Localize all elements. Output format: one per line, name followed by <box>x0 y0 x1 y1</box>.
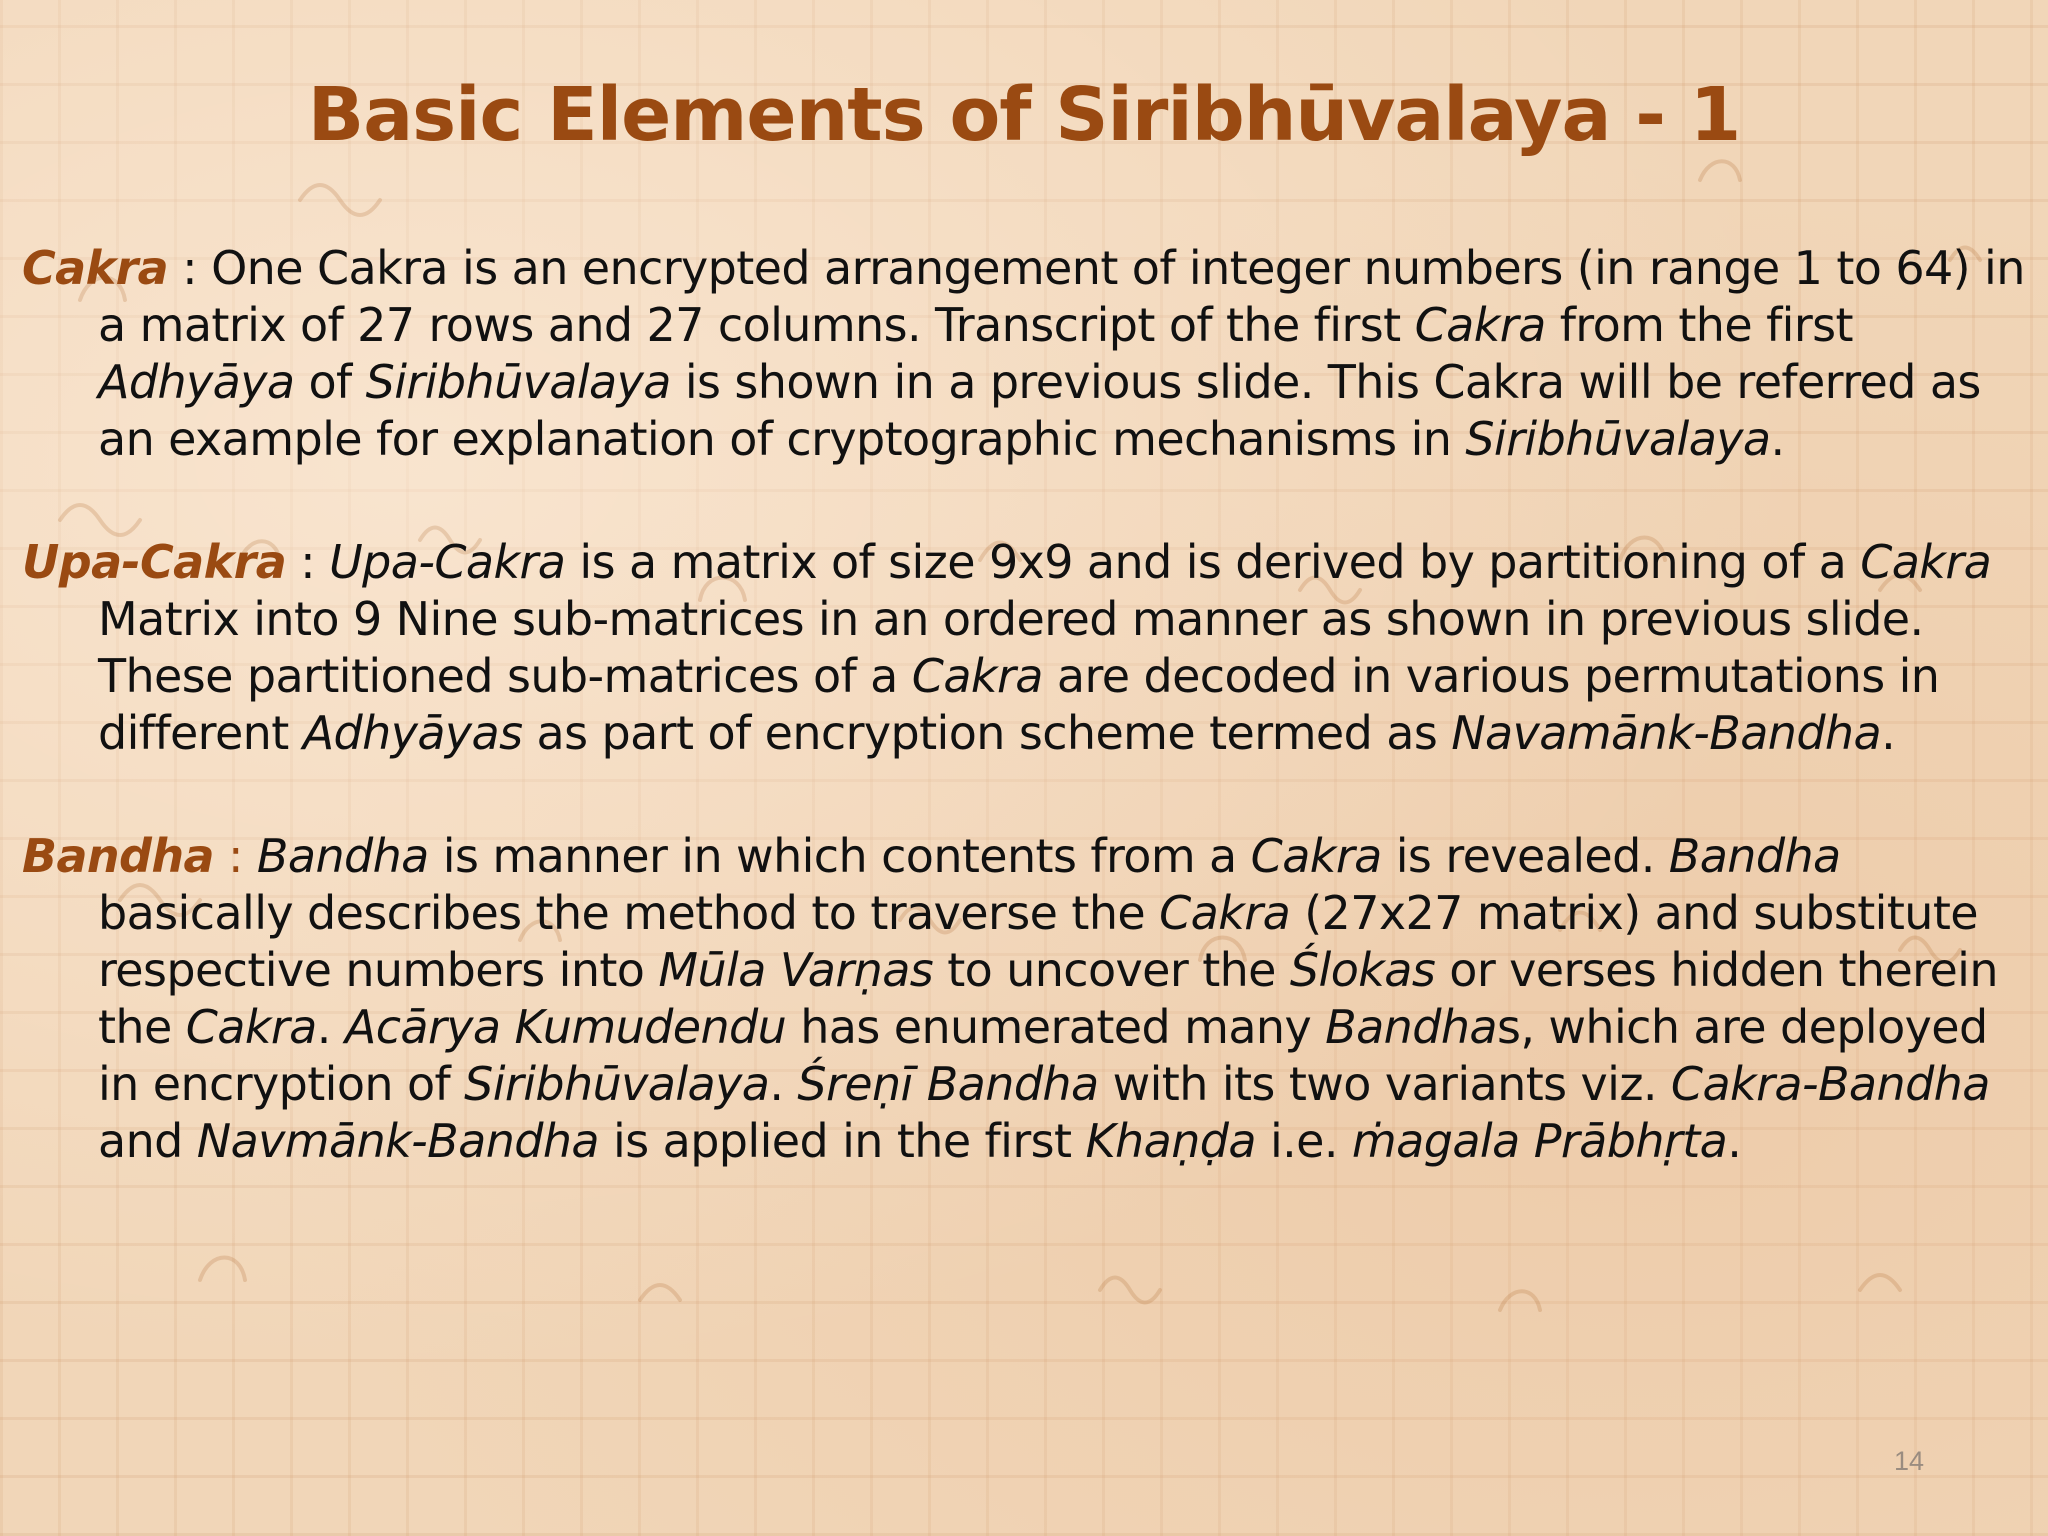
definition-upa-cakra <box>22 534 2032 762</box>
definition-text <box>98 241 2025 466</box>
text-run: . <box>769 1057 798 1111</box>
italic-term: Cakra <box>1159 886 1291 940</box>
italic-term: Upa-Cakra <box>329 535 566 589</box>
italic-term: Śreṇī Bandha <box>797 1057 1099 1111</box>
italic-term: Khaṇḍa <box>1085 1114 1256 1168</box>
term-label: Cakra <box>22 241 169 295</box>
italic-term: Siribhūvalaya <box>1465 412 1771 466</box>
italic-term: Adhyāyas <box>302 706 523 760</box>
italic-term: Cakra <box>185 1000 317 1054</box>
text-run: . <box>1770 412 1785 466</box>
term-separator: : <box>213 829 257 883</box>
text-run: with its two variants viz. <box>1098 1057 1671 1111</box>
text-run: are decoded in various permutations in different <box>98 649 1940 760</box>
text-run: of <box>294 355 366 409</box>
text-run: from the first <box>1545 298 1853 352</box>
definition-text <box>98 829 1998 1168</box>
definition-cakra <box>22 240 2032 468</box>
text-run: Matrix into 9 Nine sub-matrices in an ordered manner as shown in previous slide. These partitioned sub-matrices of a <box>98 592 1924 703</box>
italic-term: Navamānk-Bandha <box>1451 706 1882 760</box>
italic-term: Mūla Varṇas <box>658 943 934 997</box>
term-separator: : <box>168 241 212 295</box>
slide-body <box>22 240 2032 1236</box>
italic-term: Bandha <box>256 829 429 883</box>
italic-term: Bandha <box>1325 1000 1497 1054</box>
text-run: is revealed. <box>1381 829 1669 883</box>
page-number: 14 <box>1893 1446 1924 1476</box>
term-label: Bandha <box>22 829 214 883</box>
text-run: One Cakra is an encrypted arrangement of integer numbers (in range 1 to 64) in a matrix of 27 rows and 27 columns. Transcript of the first <box>98 241 2025 352</box>
text-run: has enumerated many <box>786 1000 1326 1054</box>
italic-term: Cakra <box>1414 298 1546 352</box>
text-run: s, which are deployed in encryption of <box>98 1000 1988 1111</box>
text-run: basically describes the method to traverse the <box>98 886 1160 940</box>
italic-term: Bandha <box>1668 829 1841 883</box>
text-run: is a matrix of size 9x9 and is derived by partitioning of a <box>565 535 1861 589</box>
text-run: to uncover the <box>933 943 1290 997</box>
italic-term: Acārya Kumudendu <box>344 1000 787 1054</box>
text-run: is applied in the first <box>599 1114 1086 1168</box>
text-run: as part of encryption scheme termed as <box>522 706 1452 760</box>
text-run: . <box>1727 1114 1742 1168</box>
text-run: is shown in a previous slide. This Cakra will be referred as an example for explanation of cryptographic mechanisms in <box>98 355 1981 466</box>
text-run: . <box>1881 706 1896 760</box>
term-label: Upa-Cakra <box>22 535 287 589</box>
text-run: is manner in which contents from a <box>428 829 1251 883</box>
definition-bandha <box>22 828 2032 1170</box>
text-run: i.e. <box>1255 1114 1352 1168</box>
text-run: . <box>316 1000 345 1054</box>
italic-term: Siribhūvalaya <box>365 355 671 409</box>
italic-term: Cakra-Bandha <box>1670 1057 1990 1111</box>
italic-term: ṁagala Prābhṛta <box>1351 1114 1728 1168</box>
text-run: and <box>98 1114 197 1168</box>
term-separator: : <box>286 535 330 589</box>
italic-term: Cakra <box>1250 829 1382 883</box>
italic-term: Cakra <box>1860 535 1992 589</box>
text-run: (27x27 matrix) and substitute respective numbers into <box>98 886 1978 997</box>
slide-title: Basic Elements of Siribhūvalaya - 1 <box>307 72 1741 158</box>
italic-term: Adhyāya <box>98 355 295 409</box>
italic-term: Cakra <box>911 649 1043 703</box>
italic-term: Siribhūvalaya <box>464 1057 770 1111</box>
italic-term: Navmānk-Bandha <box>196 1114 600 1168</box>
definition-text <box>98 535 1991 760</box>
text-run: or verses hidden therein the <box>98 943 1998 1054</box>
italic-term: Ślokas <box>1289 943 1436 997</box>
